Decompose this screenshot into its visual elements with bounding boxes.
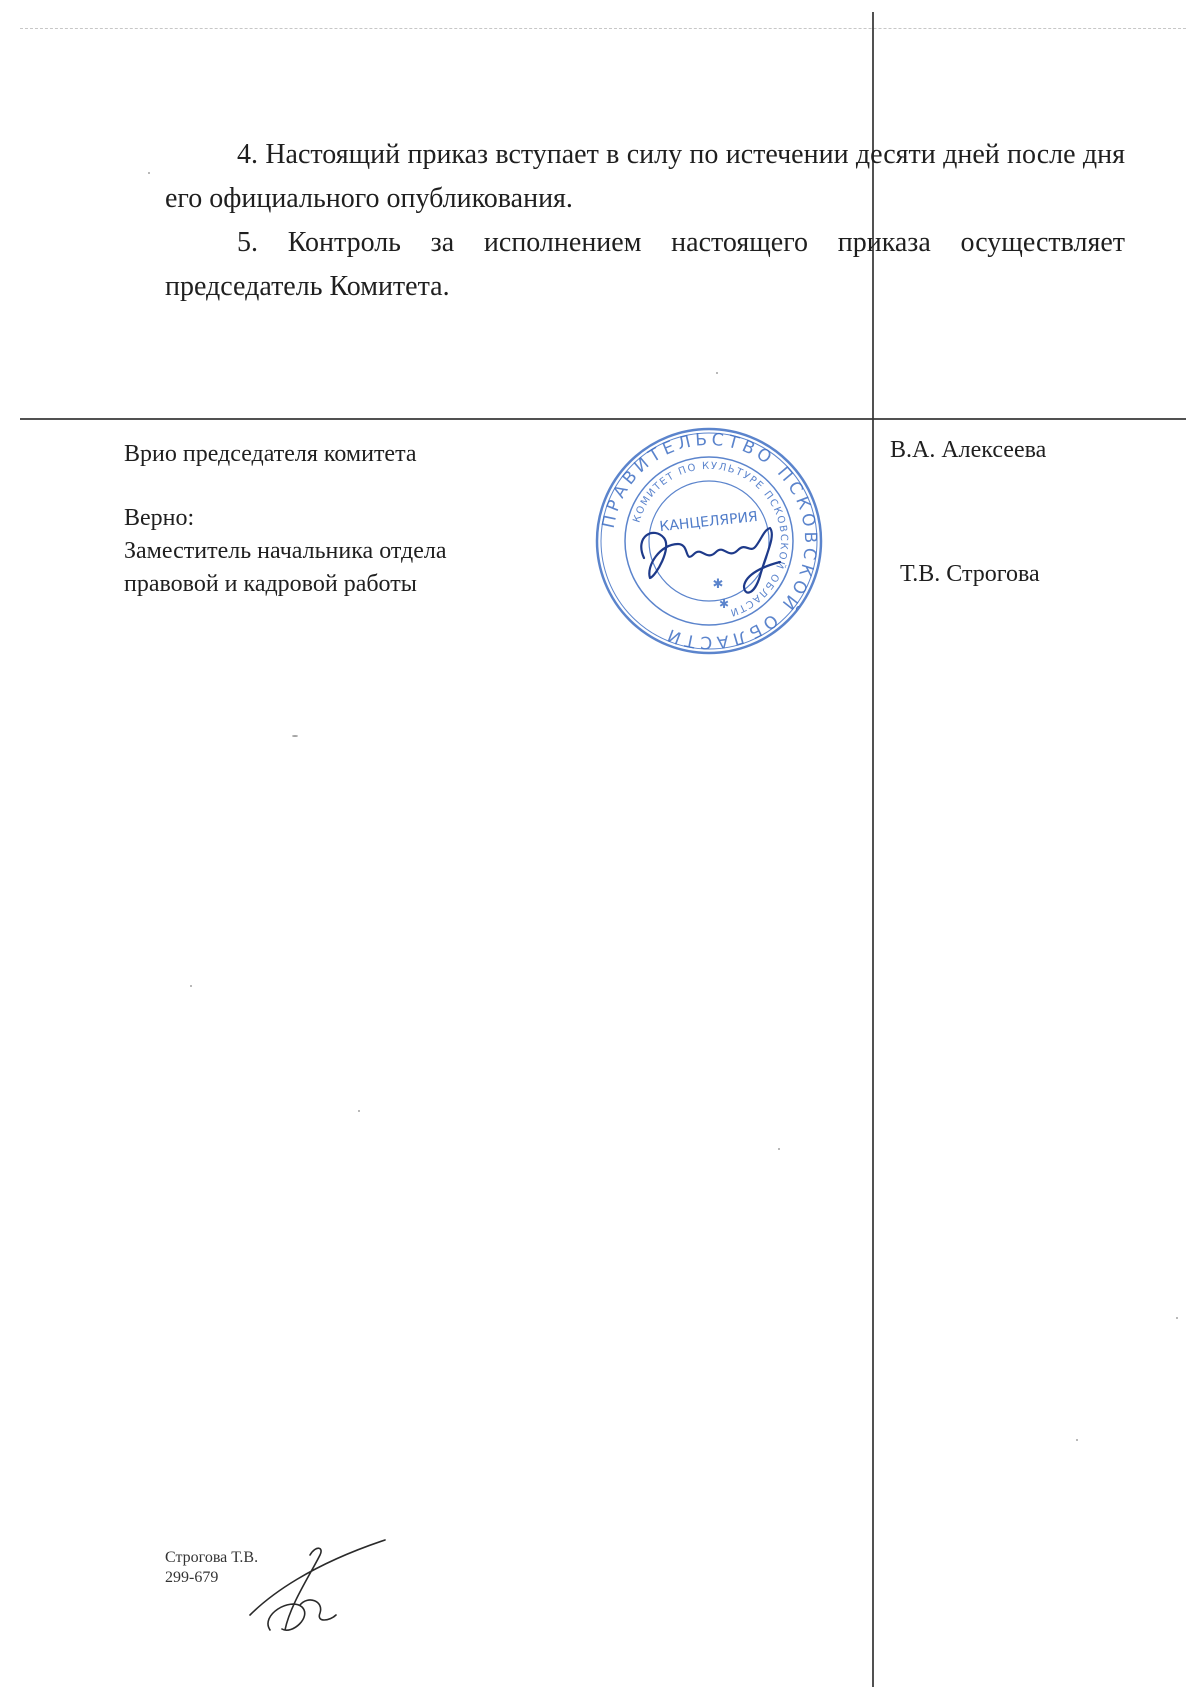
scan-speck <box>292 735 298 737</box>
initials-signature-mark <box>230 1535 400 1645</box>
seal-graphic <box>594 426 824 656</box>
scan-speck <box>190 985 192 987</box>
seal-star-icon: ✱ <box>712 577 724 592</box>
seal-inner-text: КОМИТЕТ ПО КУЛЬТУРЕ ПСКОВСКОЙ ОБЛАСТИ <box>631 460 790 619</box>
signature-mark <box>641 528 780 593</box>
verifier-position-line-2: правовой и кадровой работы <box>124 571 417 597</box>
executor-phone: 299-679 <box>165 1569 219 1586</box>
scan-speck <box>148 172 150 174</box>
scan-speck <box>716 372 718 374</box>
signer-title: Врио председателя комитета <box>124 441 417 467</box>
scan-speck <box>358 1110 360 1112</box>
verifier-position-line-1: Заместитель начальника отдела <box>124 538 447 564</box>
seal-star-icon-2: ✱ <box>718 597 730 611</box>
seal-outer-text: ПРАВИТЕЛЬСТВО ПСКОВСКОЙ ОБЛАСТИ <box>598 429 821 653</box>
signer-name: В.А. Алексеева <box>890 437 1047 463</box>
scan-speck <box>1076 1439 1078 1441</box>
scan-top-edge <box>20 28 1186 29</box>
paragraph-item-5: 5. Контроль за исполнением настоящего приказа осуществляет председатель Комитета. <box>165 227 1125 302</box>
paragraph-item-4: 4. Настоящий приказ вступает в силу по истечении десяти дней после дня его официального опубликования. <box>165 139 1125 214</box>
official-seal-stamp <box>594 426 824 656</box>
executor-name: Строгова Т.В. <box>165 1549 259 1566</box>
verification-label: Верно: <box>124 505 195 531</box>
scan-speck <box>778 1148 780 1150</box>
svg-text:КОМИТЕТ ПО КУЛЬТУРЕ ПСКОВСКОЙ <box>632 461 790 618</box>
verifier-name: Т.В. Строгова <box>900 561 1040 587</box>
page-fold-horizontal <box>20 418 1186 420</box>
order-body <box>165 133 1125 309</box>
scan-speck <box>1176 1317 1178 1319</box>
seal-center-text: КАНЦЕЛЯРИЯ <box>658 508 759 536</box>
verification-block <box>124 502 447 601</box>
